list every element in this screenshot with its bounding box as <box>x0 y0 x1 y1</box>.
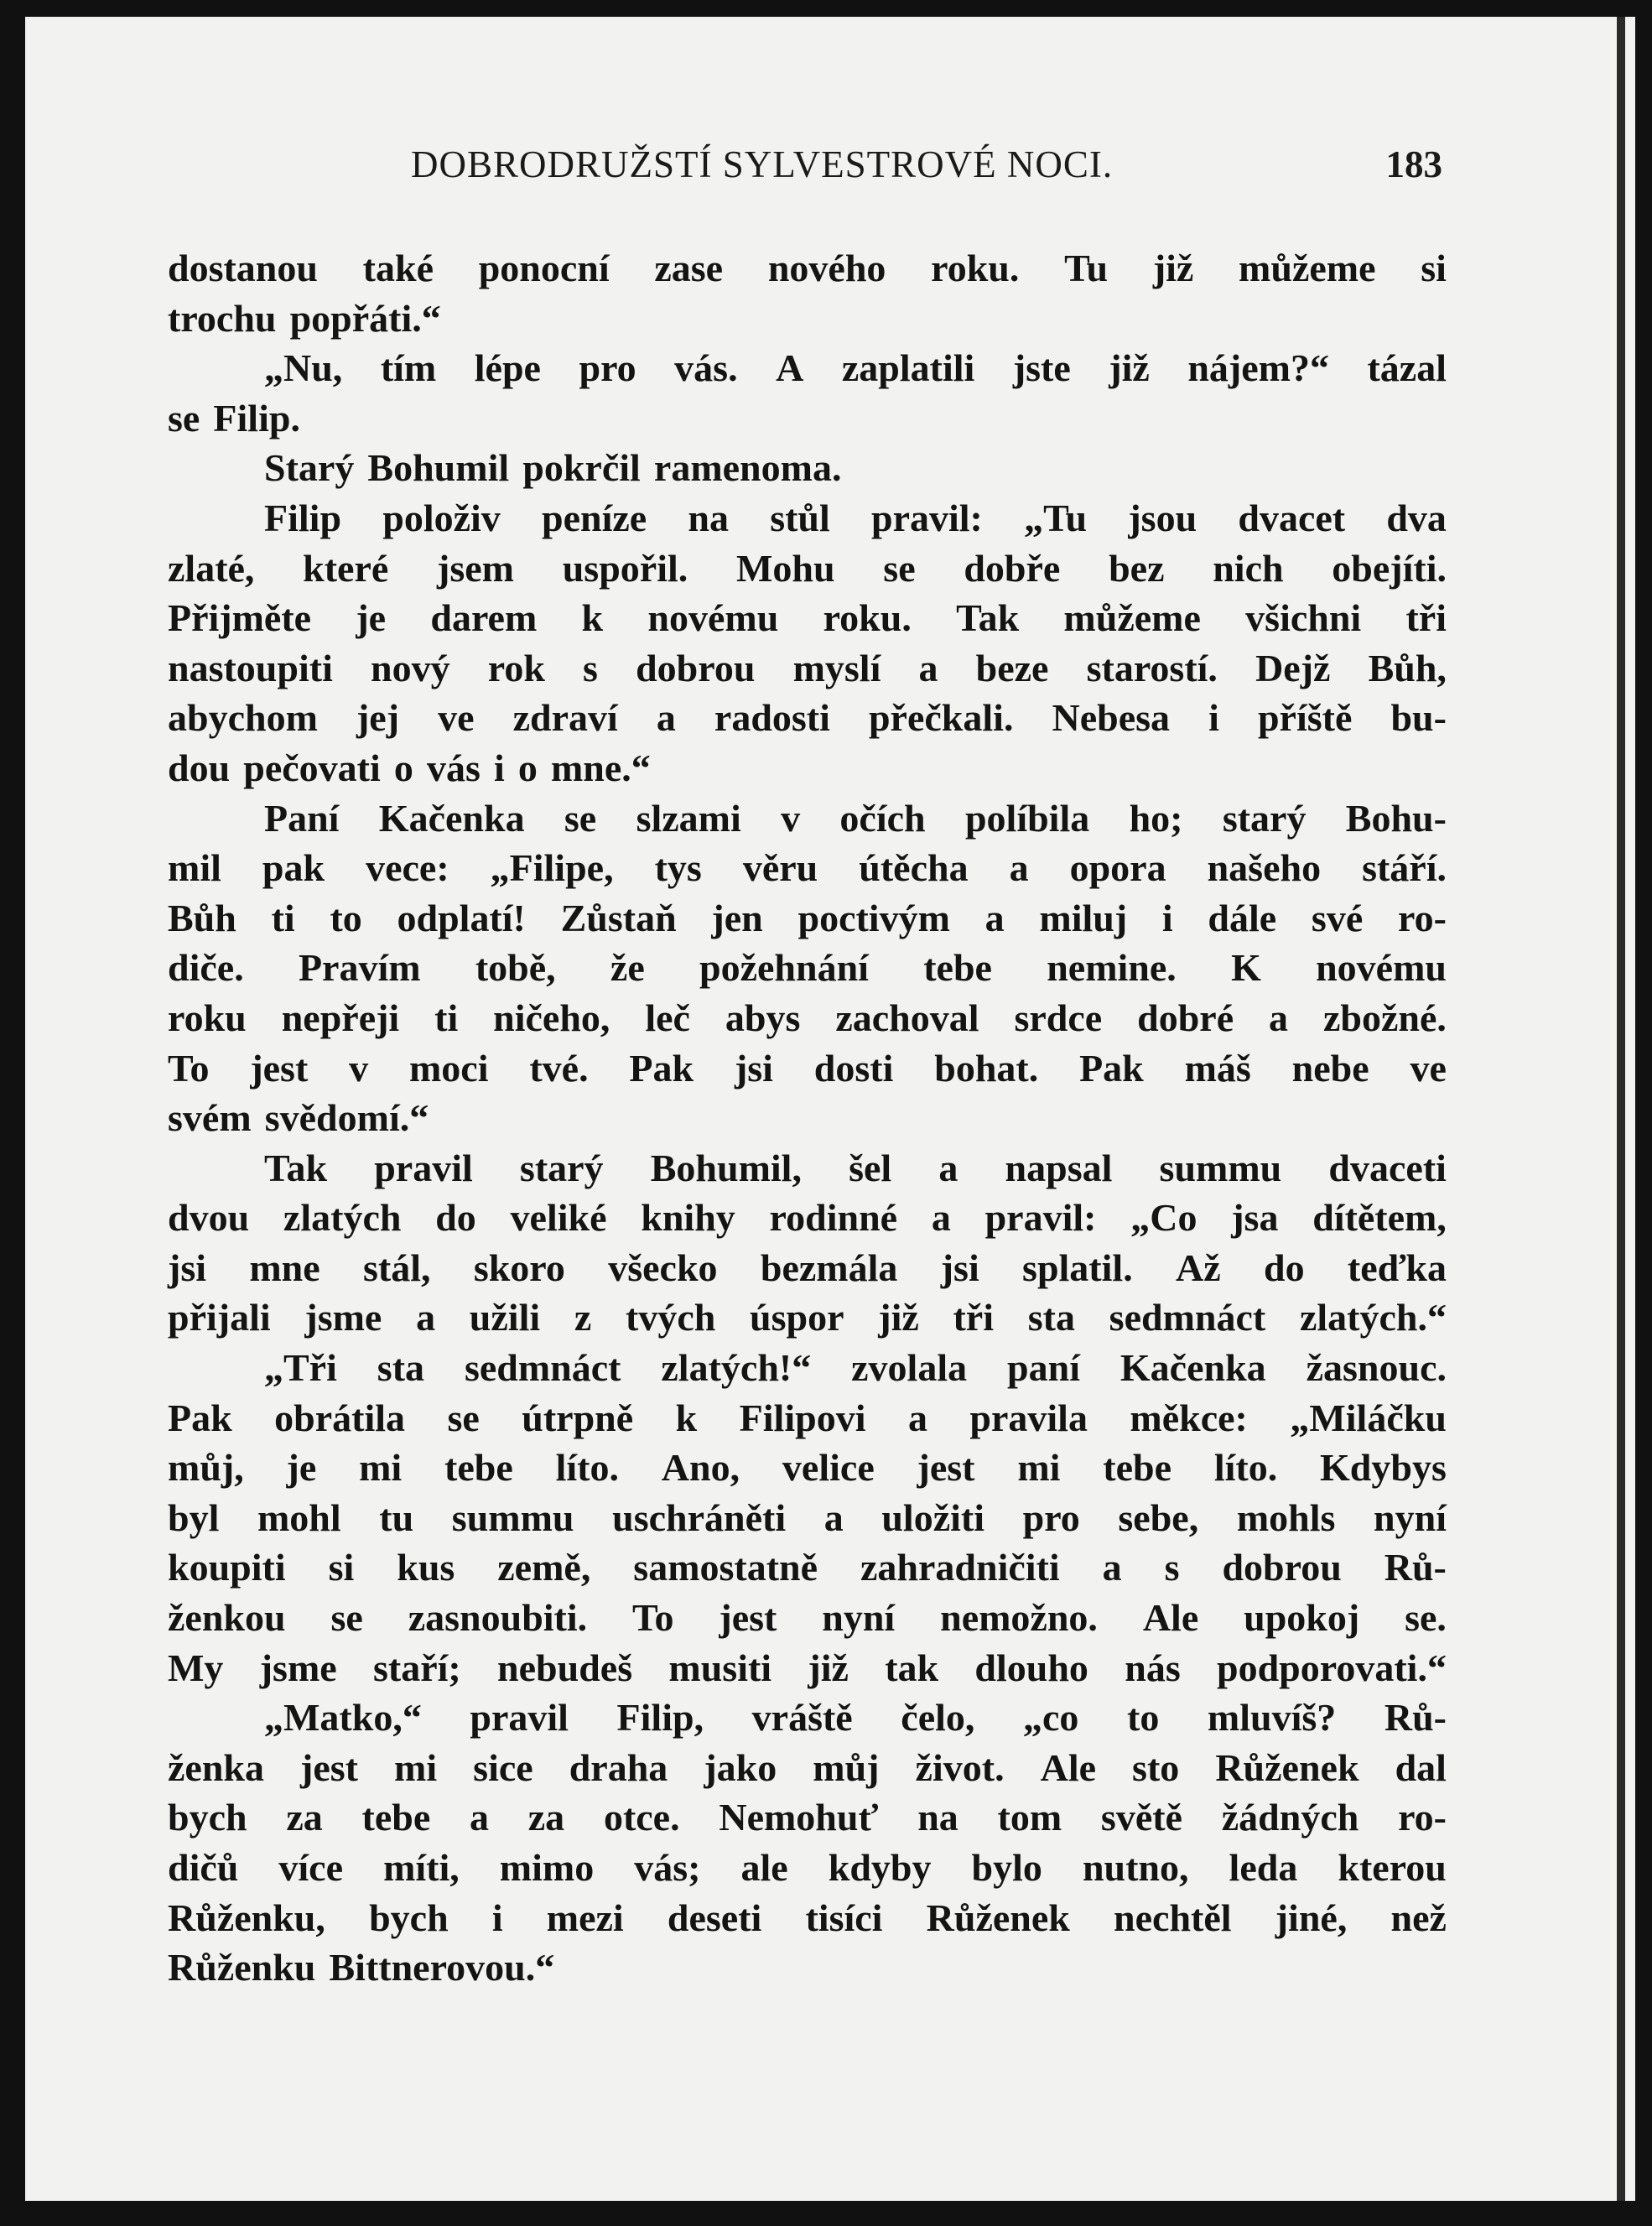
page-edge <box>1617 17 1625 2201</box>
text-line: abychom jej ve zdraví a radosti přečkali. Nebesa i příště bu- <box>168 696 1447 740</box>
text-line: přijali jsme a užili z tvých úspor již tři sta sedmnáct zlatých.“ <box>168 1296 1447 1339</box>
text-line: dou pečovati o vás i o mne.“ <box>168 746 651 789</box>
page-header <box>411 143 1442 193</box>
running-title: DOBRODRUŽSTÍ SYLVESTROVÉ NOCI. <box>411 143 1114 185</box>
text-line: svém svědomí.“ <box>168 1096 429 1140</box>
text-line: ženkou se zasnoubiti. To jest nyní nemožno. Ale upokoj se. <box>168 1596 1447 1640</box>
text-line: dvou zlatých do veliké knihy rodinné a pravil: „Co jsa dítětem, <box>168 1196 1447 1240</box>
text-line: Starý Bohumil pokrčil ramenoma. <box>264 446 842 490</box>
body-text <box>168 243 1447 1993</box>
text-line: zlaté, které jsem uspořil. Mohu se dobře bez nich obejíti. <box>168 546 1447 590</box>
text-line: ženka jest mi sice draha jako můj život. Ale sto Růženek dal <box>168 1745 1447 1789</box>
text-line: jsi mne stál, skoro všecko bezmála jsi splatil. Až do teďka <box>168 1246 1447 1289</box>
text-line: dostanou také ponocní zase nového roku. Tu již můžeme si <box>168 247 1447 289</box>
text-line: nastoupiti nový rok s dobrou myslí a beze starostí. Dejž Bůh, <box>168 646 1447 689</box>
text-line: Filip položiv peníze na stůl pravil: „Tu jsou dvacet dva <box>264 496 1447 539</box>
text-line: Přijměte je darem k novému roku. Tak můžeme všichni tři <box>168 596 1447 640</box>
text-line: můj, je mi tebe líto. Ano, velice jest mi tebe líto. Kdybys <box>168 1446 1447 1490</box>
text-line: Růženku, bych i mezi deseti tisíci Růženek nechtěl jiné, než <box>168 1896 1447 1939</box>
text-line: „Tři sta sedmnáct zlatých!“ zvolala paní Kačenka žasnouc. <box>264 1346 1447 1390</box>
text-line: byl mohl tu summu uschráněti a uložiti pro sebe, mohls nyní <box>168 1495 1447 1539</box>
text-line: roku nepřeji ti ničeho, leč abys zachoval srdce dobré a zbožné. <box>168 996 1447 1039</box>
text-line: „Nu, tím lépe pro vás. A zaplatili jste již nájem?“ tázal <box>264 346 1447 390</box>
text-line: diče. Pravím tobě, že požehnání tebe nemine. K novému <box>168 946 1447 990</box>
text-line: Pak obrátila se útrpně k Filipovi a pravila měkce: „Miláčku <box>168 1396 1447 1439</box>
text-line: To jest v moci tvé. Pak jsi dosti bohat. Pak máš nebe ve <box>168 1046 1447 1090</box>
text-line: „Matko,“ pravil Filip, vráště čelo, „co to mluvíš? Rů- <box>264 1696 1447 1740</box>
text-line: Růženku Bittnerovou.“ <box>168 1946 555 1989</box>
text-line: Paní Kačenka se slzami v očích políbila ho; starý Bohu- <box>264 796 1447 840</box>
text-line: Bůh ti to odplatí! Zůstaň jen poctivým a miluj i dále své ro- <box>168 896 1447 939</box>
text-line: Tak pravil starý Bohumil, šel a napsal summu dvaceti <box>264 1146 1447 1189</box>
text-line: dičů více míti, mimo vás; ale kdyby bylo nutno, leda kterou <box>168 1846 1447 1889</box>
text-line: trochu popřáti.“ <box>168 296 441 340</box>
text-line: bych za tebe a za otce. Nemohuť na tom světě žádných ro- <box>168 1796 1447 1839</box>
text-line: mil pak vece: „Filipe, tys věru útěcha a opora našeho stáří. <box>168 846 1447 890</box>
text-line: se Filip. <box>168 396 300 439</box>
text-line: koupiti si kus země, samostatně zahradničiti a s dobrou Rů- <box>168 1546 1447 1589</box>
text-line: My jsme staří; nebudeš musiti již tak dlouho nás podporovati.“ <box>168 1646 1447 1689</box>
page-number: 183 <box>1385 143 1442 185</box>
